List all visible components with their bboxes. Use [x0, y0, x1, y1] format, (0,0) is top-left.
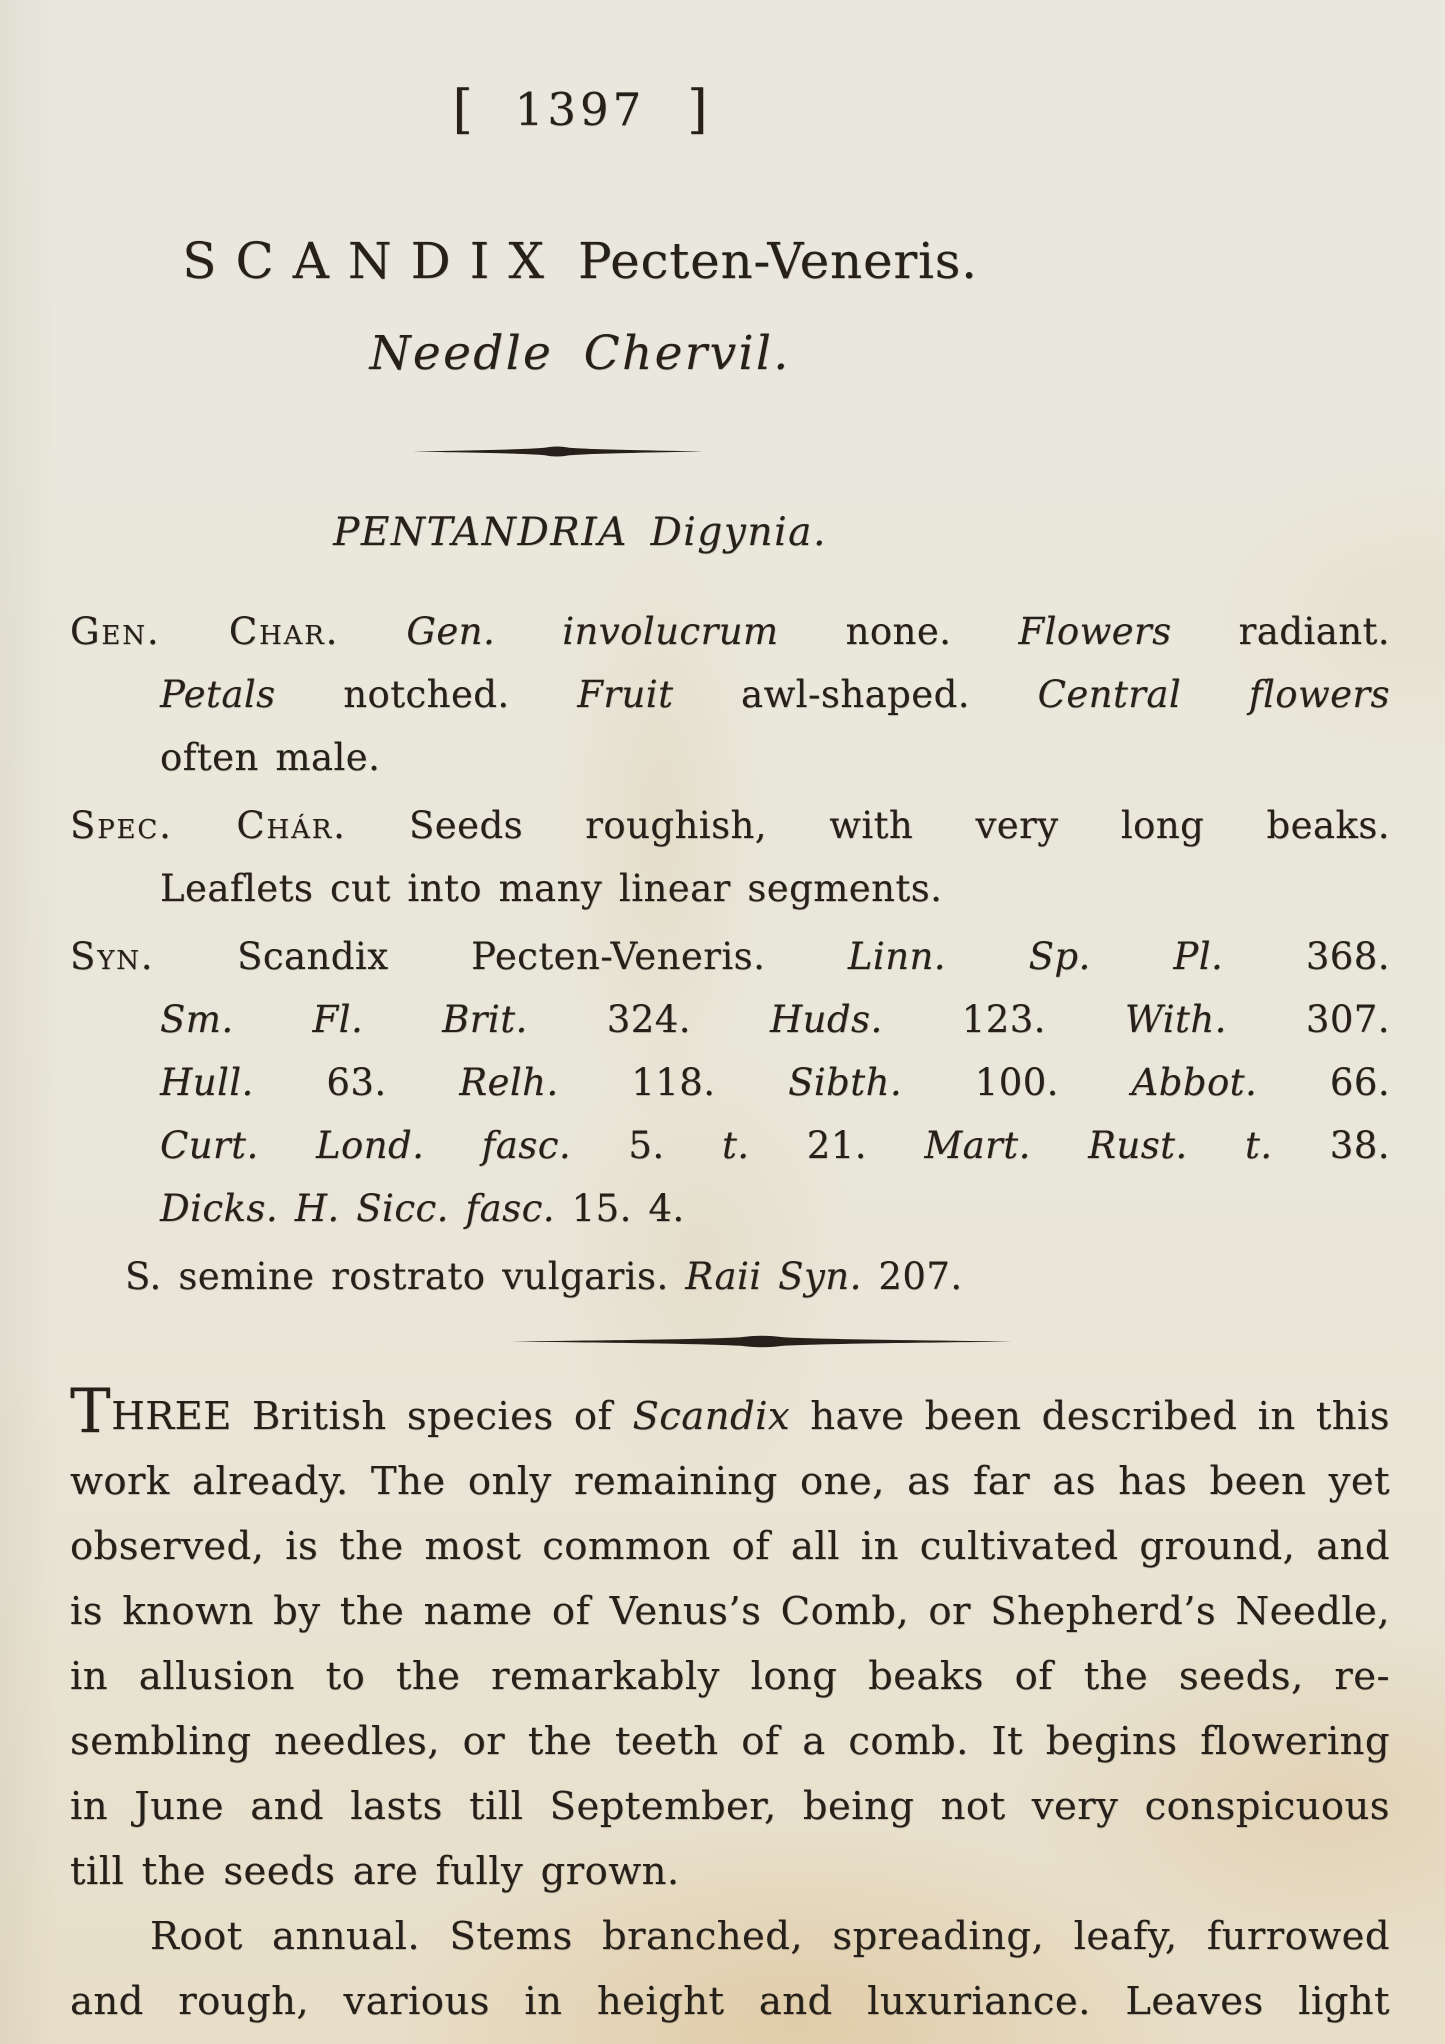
species-title [0, 232, 1160, 290]
text-line: Spec. Chár. Seeds roughish, with very long beaks. [70, 804, 1391, 847]
text-line: sembling needles, or the teeth of a comb. It begins flowering [70, 1719, 1390, 1764]
text-line: Curt. Lond. fasc. 5. t. 21. Mart. Rust. t. 38. [160, 1124, 1390, 1167]
text-line: Sm. Fl. Brit. 324. Huds. 123. With. 307. [160, 998, 1390, 1041]
text-line: Leaflets cut into many linear segments. [160, 867, 943, 910]
body-paragraph-1 [70, 1377, 1390, 1904]
genus-name: SCANDIX [182, 232, 564, 290]
text-line: Root annual. Stems branched, spreading, leafy, furrowed [150, 1914, 1390, 1959]
page-number-open-bracket: [ [452, 80, 473, 140]
body-paragraph-2 [70, 1904, 1390, 2034]
text-line: Dicks. H. Sicc. fasc. 15. 4. [160, 1187, 685, 1230]
text-line: Petals notched. Fruit awl-shaped. Central flowers [160, 673, 1390, 716]
page-number [0, 80, 1160, 140]
gen-char-paragraph [70, 600, 1390, 789]
spec-char-paragraph [70, 794, 1390, 920]
text-line: work already. The only remaining one, as far as has been yet [70, 1459, 1390, 1504]
text-line: THREE British species of Scandix have been described in this [70, 1377, 1390, 1448]
text-line: till the seeds are fully grown. [70, 1849, 680, 1894]
page-number-close-bracket: ] [687, 80, 708, 140]
text-line: often male. [160, 736, 381, 779]
common-name: Needle Chervil. [369, 326, 791, 381]
description-block [70, 600, 1390, 1308]
body-text [70, 1377, 1390, 2034]
text-line: Hull. 63. Relh. 118. Sibth. 100. Abbot. 66. [160, 1061, 1391, 1104]
ornamental-swelled-rule-middle [512, 1334, 1012, 1349]
text-line: in allusion to the remarkably long beaks of the seeds, re- [70, 1654, 1390, 1699]
species-epithet: Pecten-Veneris. [578, 232, 978, 290]
classification-heading: PENTANDRIA Digynia. [333, 510, 827, 555]
text-line: is known by the name of Venus’s Comb, or Shepherd’s Needle, [70, 1589, 1390, 1634]
text-line: in June and lasts till September, being not very conspicuous [70, 1784, 1390, 1829]
ornamental-swelled-rule-top [412, 445, 702, 458]
raii-synonym-line [70, 1245, 1390, 1308]
text-line: observed, is the most common of all in cultivated ground, and [70, 1524, 1390, 1569]
text-line: S. semine rostrato vulgaris. Raii Syn. 207. [125, 1255, 963, 1298]
text-line: Syn. Scandix Pecten-Veneris. Linn. Sp. Pl. 368. [70, 935, 1390, 978]
synonyms-paragraph [70, 925, 1390, 1240]
text-line: and rough, various in height and luxuriance. Leaves light [70, 1979, 1390, 2024]
text-line: Gen. Char. Gen. involucrum none. Flowers radiant. [70, 610, 1390, 653]
page-number-value: 1397 [514, 83, 646, 136]
